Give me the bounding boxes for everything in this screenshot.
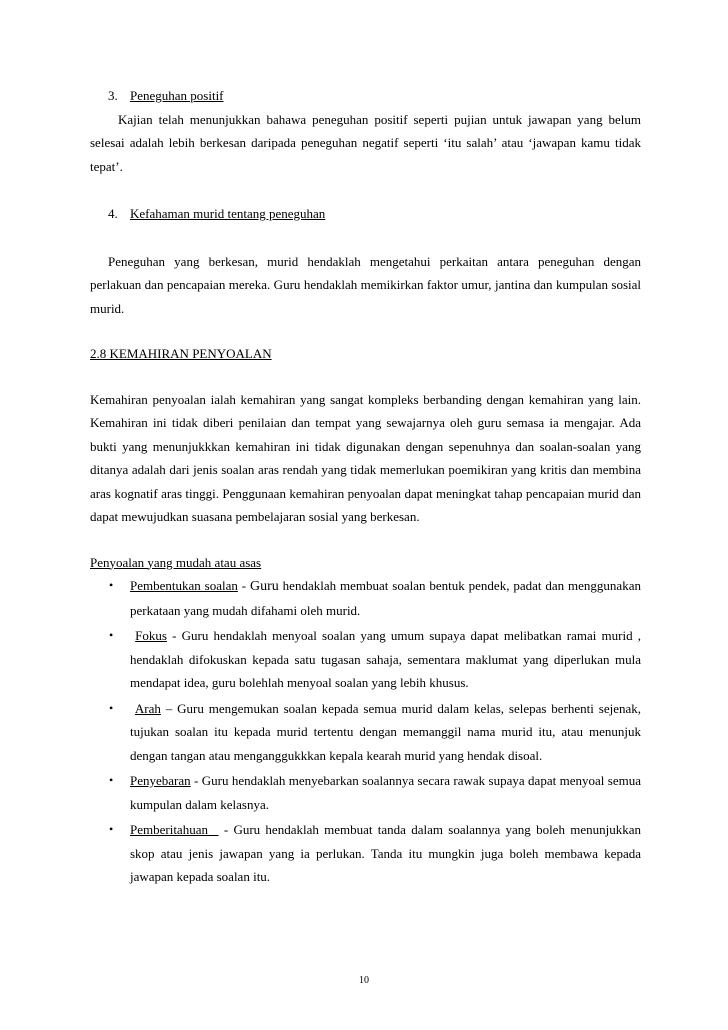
- section-heading-3: [108, 84, 641, 108]
- bullet-marker: •: [109, 700, 114, 715]
- bullet-separator: -: [190, 773, 202, 788]
- subheading-penyoalan-asas: Penyoalan yang mudah atau asas: [90, 554, 262, 570]
- bullet-term: Pembentukan soalan: [130, 578, 238, 593]
- bullet-separator: -: [237, 578, 250, 593]
- list-item: [90, 769, 641, 816]
- bullet-term: Arah: [134, 700, 161, 716]
- list-item: [90, 697, 641, 768]
- section-heading-4: [108, 202, 641, 226]
- bullet-term: Fokus: [135, 628, 167, 643]
- bullet-text: Guru hendaklah menyebarkan soalannya secara rawak supaya dapat menyoal semua kumpulan dalam kelasnya.: [130, 773, 641, 812]
- paragraph-kemahiran-intro: Kemahiran penyoalan ialah kemahiran yang sangat kompleks berbanding dengan kemahiran yang lain. Kemahiran ini tidak diberi penilaian dan tempat yang sewajarnya oleh guru semasa ia mengajar. Ada bukti yang menunjukkkan kemahiran ini tidak digunakan dengan sepenuhnya dan soalan-soalan yang ditanya adalah dari jenis soalan aras rendah yang tidak memerlukan poemikiran yang kritis dan membina aras kognatif aras tinggi. Penggunaan kemahiran penyoalan dapat meningkat tahap pencapaian murid dan dapat mewujudkan suasana pembelajaran sosial yang berkesan.: [90, 391, 641, 524]
- list-item: [90, 624, 641, 695]
- section-number: 3.: [108, 88, 118, 103]
- page-content: [90, 84, 641, 891]
- bullet-separator: -: [218, 822, 234, 837]
- bullet-term: Penyebaran: [130, 773, 191, 788]
- section-title: Peneguhan positif: [130, 88, 224, 103]
- page-number: 10: [359, 975, 369, 986]
- list-item: [90, 574, 641, 622]
- bullet-marker: •: [109, 822, 114, 836]
- bullet-separator: –: [160, 700, 178, 716]
- bullet-marker: •: [109, 773, 114, 787]
- bullet-text: hendaklah membuat soalan bentuk pendek, padat dan menggunakan perkataan yang mudah difahami oleh murid.: [130, 578, 641, 618]
- section-title: Kefahaman murid tentang peneguhan: [130, 206, 326, 221]
- bullet-marker: •: [109, 628, 114, 642]
- bullet-term: Pemberitahuan: [130, 822, 219, 837]
- bullet-list: [90, 574, 641, 889]
- bullet-separator: -: [166, 628, 182, 643]
- paragraph-peneguhan-positif: Kajian telah menunjukkan bahawa peneguhan positif seperti pujian untuk jawapan yang belum selesai adalah lebih berkesan daripada peneguhan negatif seperti ‘itu salah’ atau ‘jawapan kamu tidak tepat’.: [90, 111, 641, 174]
- list-item: [90, 818, 641, 889]
- bullet-text: Guru mengemukan soalan kepada semua murid dalam kelas, selepas berhenti sejenak, tujukan soalan itu kepada murid tertentu dengan memanggil nama murid itu, atau menunjuk dengan tangan atau menganggukkkan kepala kearah murid yang hendak disoal.: [130, 700, 641, 763]
- bullet-text: Guru hendaklah membuat tanda dalam soalannya yang boleh menunjukkan skop atau jenis jawapan yang ia perlukan. Tanda itu mungkin juga boleh membawa kepada jawapan kepada soalan itu.: [130, 822, 641, 884]
- bullet-lead: Guru: [250, 579, 279, 594]
- heading-kemahiran-penyoalan: 2.8 KEMAHIRAN PENYOALAN: [90, 346, 272, 361]
- bullet-marker: •: [109, 578, 114, 592]
- bullet-text: Guru hendaklah menyoal soalan yang umum supaya dapat melibatkan ramai murid , hendaklah difokuskan kepada satu tugasan sahaja, sementara maklumat yang diperlukan mula mendapat idea, guru bolehlah menyoal soalan yang lebih khusus.: [130, 628, 641, 690]
- section-number: 4.: [108, 206, 118, 221]
- paragraph-kefahaman: Peneguhan yang berkesan, murid hendaklah mengetahui perkaitan antara peneguhan dengan perlakuan dan pencapaian mereka. Guru hendaklah memikirkan faktor umur, jantina dan kumpulan sosial murid.: [90, 253, 641, 316]
